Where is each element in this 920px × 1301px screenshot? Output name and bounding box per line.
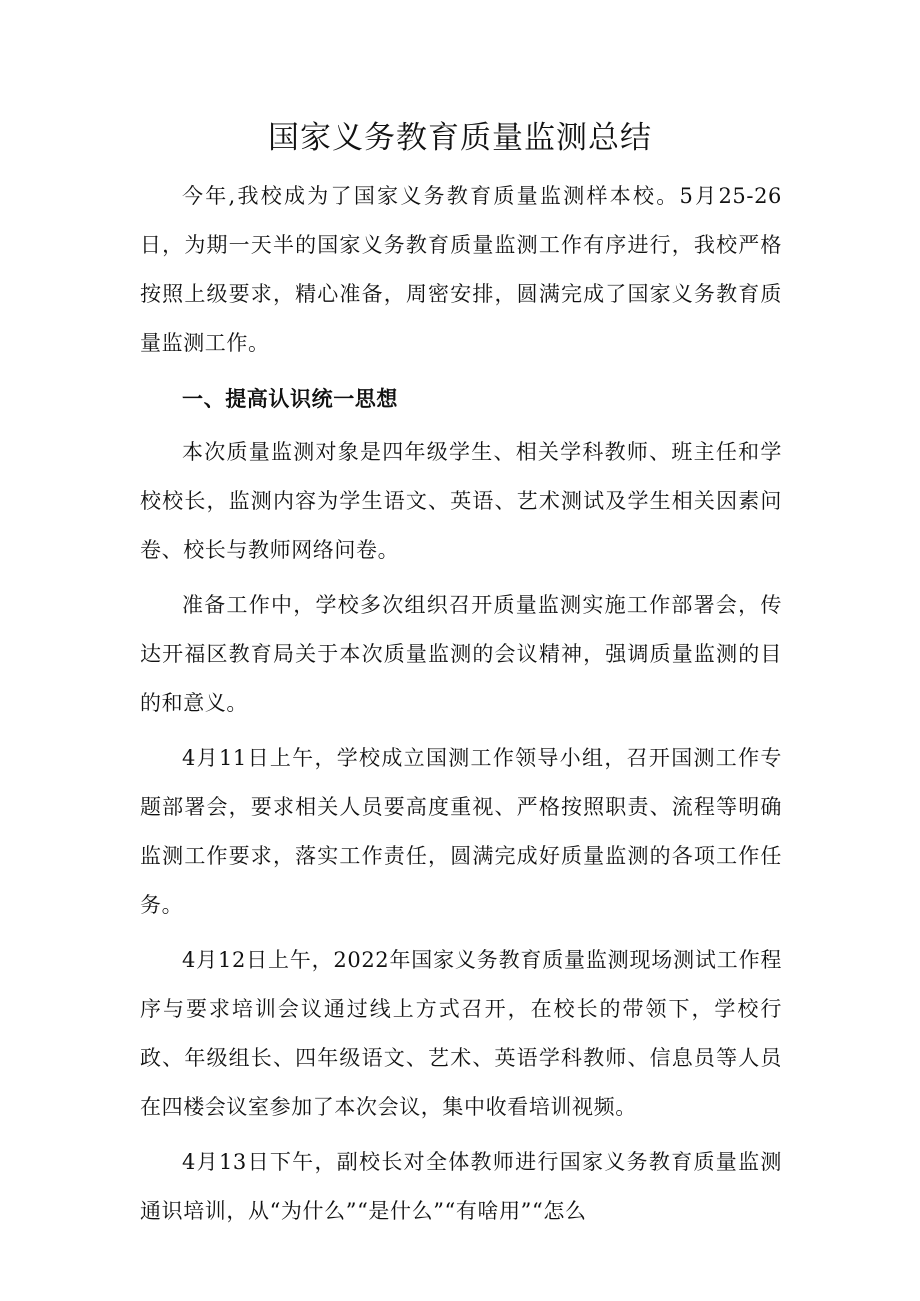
section1-paragraph-1: 本次质量监测对象是四年级学生、相关学科教师、班主任和学校校长，监测内容为学生语文、英语、艺术测试及学生相关因素问卷、校长与教师网络问卷。: [140, 440, 782, 562]
section-heading-1: 一、提高认识统一思想: [182, 387, 398, 411]
document-title: 国家义务教育质量监测总结: [268, 120, 652, 156]
intro-paragraph: 今年,我校成为了国家义务教育质量监测样本校。5月25-26日，为期一天半的国家义务教育质量监测工作有序进行，我校严格按照上级要求，精心准备，周密安排，圆满完成了国家义务教育质量监测工作。: [140, 184, 782, 355]
document-body: [140, 172, 782, 1242]
section1-paragraph-5: 4月13日下午，副校长对全体教师进行国家义务教育质量监测通识培训，从“为什么”“是什么”“有啥用”“怎么: [140, 1150, 782, 1223]
section1-paragraph-4: 4月12日上午，2022年国家义务教育质量监测现场测试工作程序与要求培训会议通过线上方式召开，在校长的带领下，学校行政、年级组长、四年级语文、艺术、英语学科教师、信息员等人员在四楼会议室参加了本次会议，集中收看培训视频。: [140, 948, 782, 1119]
section1-paragraph-3: 4月11日上午，学校成立国测工作领导小组，召开国测工作专题部署会，要求相关人员要高度重视、严格按照职责、流程等明确监测工作要求，落实工作责任，圆满完成好质量监测的各项工作任务。: [140, 746, 782, 917]
section1-paragraph-2: 准备工作中，学校多次组织召开质量监测实施工作部署会，传达开福区教育局关于本次质量监测的会议精神，强调质量监测的目的和意义。: [140, 593, 782, 715]
